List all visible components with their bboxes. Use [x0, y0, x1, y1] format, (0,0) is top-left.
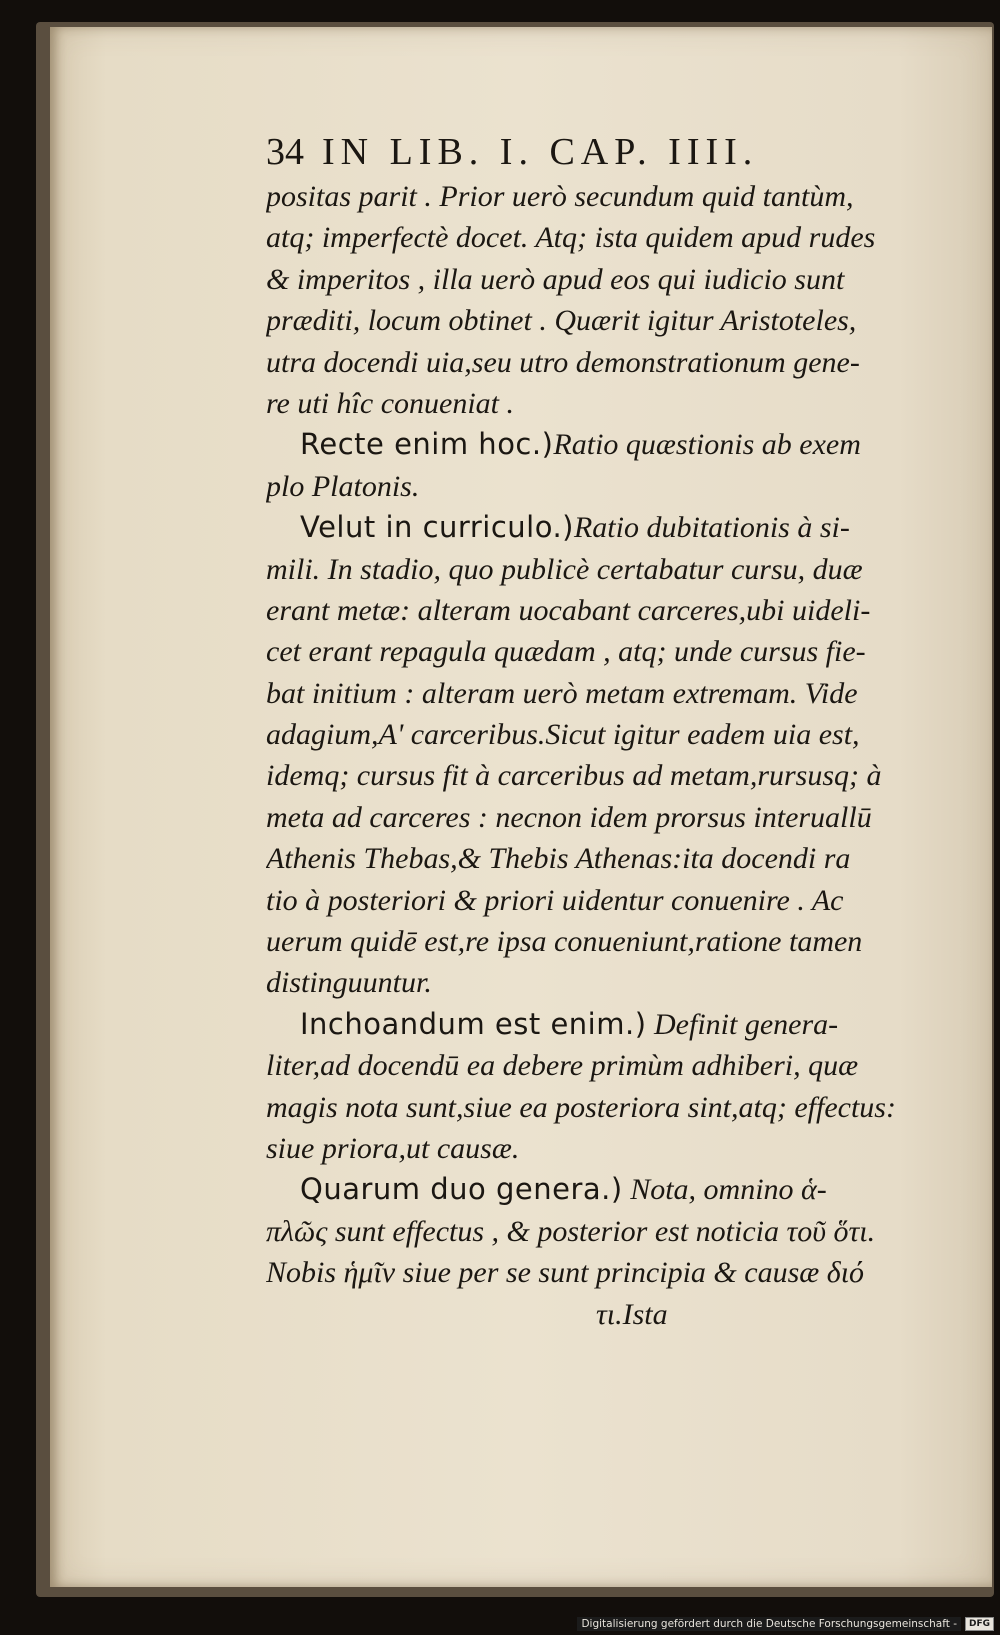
- line-text: liter,ad docendū ea debere primùm adhiberi, quæ: [266, 1049, 859, 1083]
- page-number: 34: [266, 131, 304, 173]
- text-line: [266, 300, 950, 341]
- text-line: [266, 880, 950, 921]
- lemma: Quarum duo genera.): [300, 1172, 623, 1207]
- line-text: positas parit . Prior uerò secundum quid tantùm,: [266, 180, 854, 213]
- catchword-line: [266, 1294, 950, 1335]
- text-line: [266, 1252, 950, 1293]
- lemma: Inchoandum est enim.): [300, 1006, 647, 1041]
- text-line: [266, 176, 950, 217]
- text-line: [266, 507, 950, 548]
- text-line: [266, 590, 950, 631]
- lemma: Velut in curriculo.): [300, 510, 574, 545]
- line-text: Ratio dubitationis à si-: [573, 511, 850, 545]
- text-line: [266, 342, 950, 383]
- line-text: siue priora,ut causæ.: [266, 1131, 520, 1165]
- body-text: [266, 176, 950, 1335]
- text-line: [266, 1087, 950, 1128]
- line-text: Nobis ἡμῖν siue per se sunt principia & causæ διό: [266, 1256, 865, 1290]
- text-line: [266, 755, 950, 796]
- text-line: [266, 1004, 950, 1045]
- text-line: [266, 259, 950, 300]
- text-line: [266, 424, 950, 465]
- line-text: Definit genera-: [646, 1007, 839, 1041]
- line-text: bat initium : alteram uerò metam extremam. Vide: [266, 676, 858, 710]
- lemma: Recte enim hoc.): [300, 427, 554, 462]
- text-block: [266, 132, 950, 1335]
- text-line: [266, 673, 950, 714]
- line-text: mili. In stadio, quo publicè certabatur cursu, duæ: [266, 552, 863, 586]
- line-text: Athenis Thebas,& Thebis Athenas:ita docendi ra: [266, 842, 851, 876]
- line-text: uerum quidē est,re ipsa conueniunt,ratione tamen: [266, 925, 863, 959]
- text-line: [266, 383, 950, 424]
- footer-credit: Digitalisierung gefördert durch die Deutsche Forschungsgemeinschaft -: [577, 1617, 961, 1631]
- line-text: re uti hîc conueniat .: [266, 386, 514, 420]
- text-line: [266, 1128, 950, 1169]
- running-head: [266, 132, 950, 176]
- text-line: [266, 838, 950, 879]
- line-text: cet erant repagula quædam , atq; unde cursus fie-: [266, 635, 866, 669]
- line-text: utra docendi uia,seu utro demonstrationum gene-: [266, 345, 860, 379]
- line-text: adagium,A' carceribus.Sicut igitur eadem uia est,: [266, 718, 860, 752]
- line-text: plo Platonis.: [266, 469, 420, 503]
- text-line: [266, 466, 950, 507]
- line-text: πλῶς sunt effectus , & posterior est noticia τοῦ ὅτι.: [266, 1214, 876, 1248]
- line-text: τι.Ista: [266, 1297, 668, 1331]
- text-line: [266, 217, 950, 258]
- text-line: [266, 1045, 950, 1086]
- line-text: distinguuntur.: [266, 966, 432, 1000]
- text-line: [266, 921, 950, 962]
- dfg-logo-icon: DFG: [965, 1617, 994, 1631]
- line-text: erant metæ: alteram uocabant carceres,ubi uideli-: [266, 593, 871, 627]
- text-line: [266, 631, 950, 672]
- running-head-title: IN LIB. I. CAP. IIII.: [322, 131, 759, 173]
- line-text: præditi, locum obtinet . Quærit igitur Aristoteles,: [266, 304, 857, 338]
- line-text: Ratio quæstionis ab exem: [553, 428, 861, 462]
- line-text: tio à posteriori & priori uidentur conuenire . Ac: [266, 883, 844, 917]
- text-line: [266, 1169, 950, 1210]
- line-text: atq; imperfectè docet. Atq; ista quidem apud rudes: [266, 221, 876, 255]
- text-line: [266, 797, 950, 838]
- line-text: meta ad carceres : necnon idem prorsus interuallū: [266, 800, 872, 834]
- text-line: [266, 962, 950, 1003]
- line-text: idemq; cursus fit à carceribus ad metam,rursusq; à: [266, 759, 882, 793]
- text-line: [266, 714, 950, 755]
- line-text: & imperitos , illa uerò apud eos qui iudicio sunt: [266, 262, 845, 296]
- line-text: Nota, omnino ἁ-: [622, 1173, 827, 1207]
- text-line: [266, 1211, 950, 1252]
- footer-bar: [577, 1617, 994, 1631]
- line-text: magis nota sunt,siue ea posteriora sint,atq; effectus:: [266, 1090, 896, 1124]
- text-line: [266, 549, 950, 590]
